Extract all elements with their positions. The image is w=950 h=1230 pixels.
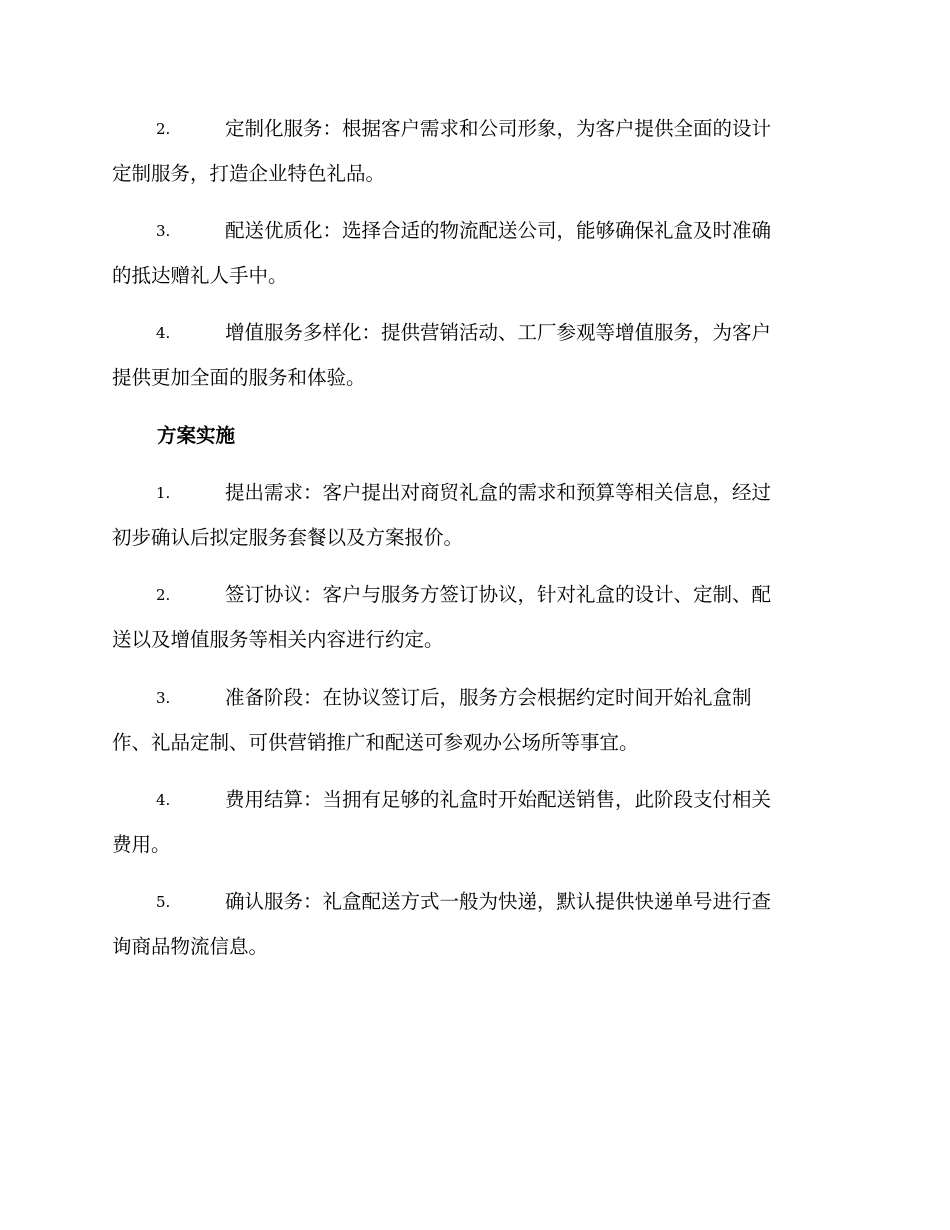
list-text-line: 提供更加全面的服务和体验。: [112, 366, 366, 389]
list-text-line: 定制化服务：根据客户需求和公司形象，为客户提供全面的设计: [225, 117, 772, 140]
list-text-line: 费用。: [112, 833, 171, 856]
list-text-line: 确认服务：礼盒配送方式一般为快递，默认提供快递单号进行查: [225, 890, 772, 913]
list-text-line: 送以及增值服务等相关内容进行约定。: [112, 628, 444, 651]
list-number: 2.: [156, 586, 171, 604]
list-text-line: 定制服务，打造企业特色礼品。: [112, 162, 386, 185]
list-text-line: 初步确认后拟定服务套餐以及方案报价。: [112, 526, 464, 549]
list-number: 3.: [156, 222, 171, 240]
list-number: 3.: [156, 689, 171, 707]
list-text-line: 作、礼品定制、可供营销推广和配送可参观办公场所等事宜。: [112, 731, 639, 754]
list-number: 1.: [156, 484, 171, 502]
section-heading: 方案实施: [157, 424, 236, 447]
list-number: 2.: [156, 120, 171, 138]
list-text-line: 配送优质化：选择合适的物流配送公司，能够确保礼盒及时准确: [225, 219, 772, 242]
list-text-line: 费用结算：当拥有足够的礼盒时开始配送销售，此阶段支付相关: [225, 788, 772, 811]
list-text-line: 准备阶段：在协议签订后，服务方会根据约定时间开始礼盒制: [225, 686, 752, 709]
list-text-line: 提出需求：客户提出对商贸礼盒的需求和预算等相关信息，经过: [225, 481, 772, 504]
list-text-line: 询商品物流信息。: [112, 935, 269, 958]
list-number: 5.: [156, 893, 171, 911]
list-text-line: 增值服务多样化：提供营销活动、工厂参观等增值服务，为客户: [225, 321, 772, 344]
list-text-line: 签订协议：客户与服务方签订协议，针对礼盒的设计、定制、配: [225, 583, 772, 606]
list-number: 4.: [156, 324, 171, 342]
list-number: 4.: [156, 791, 171, 809]
list-text-line: 的抵达赠礼人手中。: [112, 264, 288, 287]
